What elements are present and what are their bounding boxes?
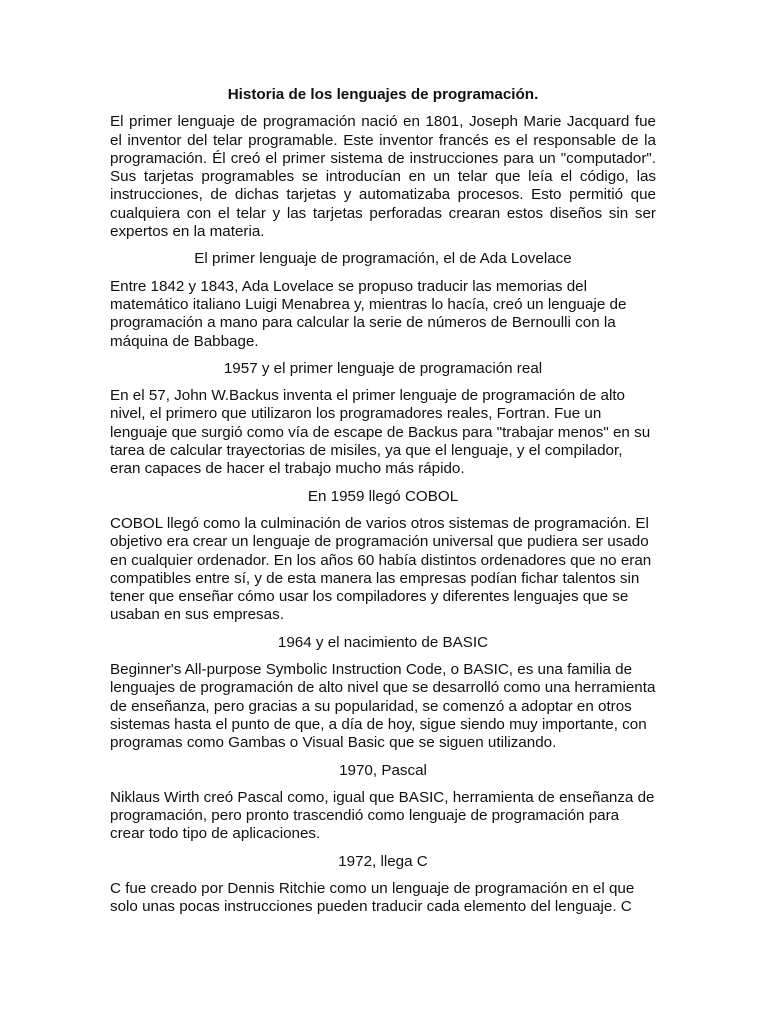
section-body-ada-lovelace: Entre 1842 y 1843, Ada Lovelace se propuso traducir las memorias del matemático italiano Luigi Menabrea y, mientras lo hacía, creó un lenguaje de programación a mano para calcular la serie de números de Bernoulli con la máquina de Babbage. <box>110 277 627 350</box>
section-body-pascal: Niklaus Wirth creó Pascal como, igual que BASIC, herramienta de enseñanza de programación, pero pronto trascendió como lenguaje de programación para crear todo tipo de aplicaciones. <box>110 788 655 843</box>
intro-paragraph: El primer lenguaje de programación nació en 1801, Joseph Marie Jacquard fue el inventor del telar programable. Este inventor francés es el responsable de la programación. Él creó el primer sistema de instrucciones para un "computador". Sus tarjetas programables se introducían en un telar que leía el código, las instrucciones, de dichas tarjetas y automatizaba procesos. Esto permitió que cualquiera con el telar y las tarjetas perforadas crearan estos diseños sin ser expertos en la materia. <box>110 113 656 241</box>
section-body-cobol: COBOL llegó como la culminación de varios otros sistemas de programación. El objetivo era crear un lenguaje de programación universal que pudiera ser usado en cualquier ordenador. En los años 60 había distintos ordenadores que no eran compatibles entre sí, y de esta manera las empresas podían fichar talentos sin tener que enseñar cómo usar los compiladores y diferentes lenguajes que se usaban en sus empresas. <box>110 514 652 624</box>
section-body-fortran: En el 57, John W.Backus inventa el primer lenguaje de programación de alto nivel, el primero que utilizaron los programadores reales, Fortran. Fue un lenguaje que surgió como vía de escape de Backus para "trabajar menos" en su tarea de calcular trayectorias de misiles, ya que el lenguaje, y el compilador, eran capaces de hacer el trabajo mucho más rápido. <box>110 387 651 478</box>
section-body-c: C fue creado por Dennis Ritchie como un lenguaje de programación en el que solo unas pocas instrucciones pueden traducir cada elemento del lenguaje. C <box>110 879 635 916</box>
section-heading-fortran: 1957 y el primer lenguaje de programación real <box>223 359 543 377</box>
section-heading-pascal: 1970, Pascal <box>339 761 427 779</box>
section-body-basic: Beginner's All-purpose Symbolic Instruction Code, o BASIC, es una familia de lenguajes de programación de alto nivel que se desarrolló como una herramienta de enseñanza, pero gracias a su popularidad, se comenzó a adoptar en otros sistemas hasta el punto de que, a día de hoy, sigue siendo muy importante, con programas como Gambas o Visual Basic que se siguen utilizando. <box>110 661 656 752</box>
document-page <box>110 86 656 926</box>
section-heading-basic: 1964 y el nacimiento de BASIC <box>277 633 489 651</box>
section-heading-cobol: En 1959 llegó COBOL <box>307 487 459 505</box>
section-heading-c: 1972, llega C <box>338 852 428 870</box>
section-heading-ada-lovelace: El primer lenguaje de programación, el de Ada Lovelace <box>194 250 572 268</box>
document-title: Historia de los lenguajes de programación. <box>227 86 539 103</box>
